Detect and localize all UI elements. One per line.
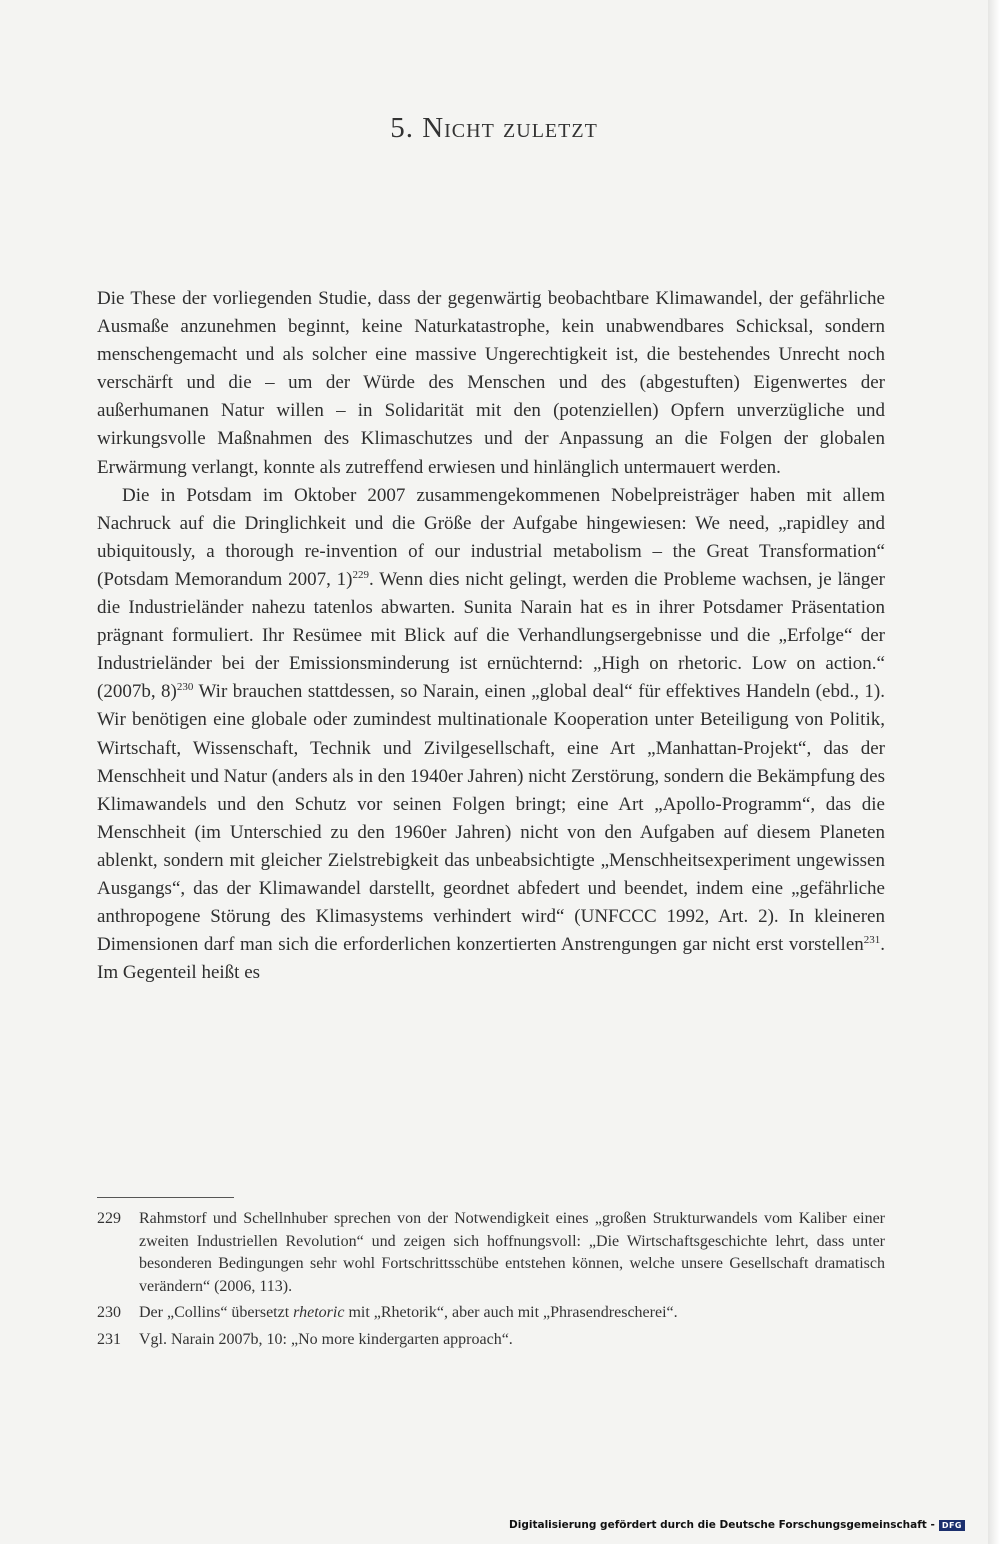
- footnote-ref-231[interactable]: 231: [863, 934, 881, 947]
- footnote-text-part: mit „Rhetorik“, aber auch mit „Phrasendrescherei“.: [344, 1304, 678, 1322]
- paragraph-2: [97, 482, 885, 988]
- footnote-230: [97, 1302, 885, 1325]
- footnote-emphasis: rhetoric: [293, 1304, 345, 1322]
- paragraph-1: Die These der vorliegenden Studie, dass der gegenwärtig beobachtbare Klimawandel, der gefährliche Ausmaße anzunehmen beginnt, keine Naturkatastrophe, kein unabwendbares Schicksal, sondern menschengemacht und als solcher eine massive Ungerechtigkeit ist, die bestehendes Unrecht noch verschärft und die – um der Würde des Menschen und des (abgestuften) Eigenwertes der außerhumanen Natur willen – in Solidarität mit den (potenziellen) Opfern unverzügliche und wirkungsvolle Maßnahmen des Klimaschutzes und der Anpassung an die Folgen der globalen Erwärmung verlangt, konnte als zutreffend erwiesen und hinlänglich untermauert werden.: [97, 288, 885, 478]
- footnote-229: [97, 1208, 885, 1298]
- footnote-number: 230: [97, 1304, 121, 1322]
- paragraph-2-segment: . Wenn dies nicht gelingt, werden die Probleme wachsen, je länger die Industrieländer nahezu tatenlos abwarten. Sunita Narain hat es in ihrer Potsdamer Präsentation prägnant formuliert. Ihr Resümee mit Blick auf die Verhandlungsergebnisse und die „Erfolge“ der Industrieländer bei der Emissionsminderung ist ernüchternd: „High on rhetoric. Low on action.“ (2007b, 8): [97, 568, 885, 703]
- footnote-text-part: Der „Collins“ übersetzt: [139, 1304, 294, 1322]
- footnote-text: [139, 1302, 885, 1325]
- digitization-credit: [509, 1519, 965, 1531]
- footnote-text: Rahmstorf und Schellnhuber sprechen von der Notwendigkeit eines „großen Strukturwandels vom Kaliber einer zweiten Industriellen Revolution“ und zeigen sich hoffnungsvoll: „Die Wirtschaftsgeschichte lehrt, dass unter besonderen Bedingungen sehr wohl Fortschrittsschübe entstehen können, welche unsere Gesellschaft dramatisch verändern“ (2006, 113).: [139, 1210, 885, 1295]
- footnote-ref-229[interactable]: 229: [352, 568, 369, 581]
- dfg-logo-icon: DFG: [939, 1520, 965, 1531]
- credit-text: Digitalisierung gefördert durch die Deutsche Forschungsgemeinschaft -: [509, 1519, 935, 1531]
- paragraph-2-segment: . Im Gegenteil heißt es: [97, 934, 885, 984]
- footnote-number: 229: [97, 1210, 121, 1227]
- footnotes: [97, 1208, 885, 1356]
- chapter-title: 5. Nicht zuletzt: [390, 112, 598, 144]
- footnote-ref-230[interactable]: 230: [176, 681, 194, 694]
- paragraph-2-segment: Wir brauchen stattdessen, so Narain, einen „global deal“ für effektives Handeln (ebd., 1). Wir benötigen eine globale oder zumindest multinationale Kooperation unter Beteiligung von Politik, Wirtschaft, Wissenschaft, Technik und Zivilgesellschaft, eine Art „Manhattan-Projekt“, das der Menschheit und Natur (anders als in den 1940er Jahren) nicht Zerstörung, sondern die Bekämpfung des Klimawandels und den Schutz vor seinen Folgen bringt; eine Art „Apollo-Programm“, das die Menschheit (im Unterschied zu den 1960er Jahren) nicht von den Aufgaben auf diesem Planeten ablenkt, sondern mit gleicher Zielstrebigkeit das unbeabsichtigte „Menschheitsexperiment ungewissen Ausgangs“, das der Klimawandel darstellt, geordnet abfedert und beendet, indem eine „gefährliche anthropogene Störung des Klimasystems verhindert wird“ (UNFCCC 1992, Art. 2). In kleineren Dimensionen darf man sich die erforderlichen konzertierten Anstrengungen gar nicht erst vorstellen: [97, 681, 885, 956]
- footnote-text: Vgl. Narain 2007b, 10: „No more kindergarten approach“.: [139, 1330, 513, 1348]
- page-edge: [988, 0, 1000, 1544]
- footnote-231: [97, 1329, 885, 1352]
- footnote-number: 231: [97, 1330, 121, 1348]
- footnote-divider: [97, 1197, 234, 1198]
- paragraph-2-segment: Die in Potsdam im Oktober 2007 zusammengekommenen Nobelpreisträger haben mit allem Nachruck auf die Dringlichkeit und die Größe der Aufgabe hingewiesen: We need, „rapidley and ubiquitously, a thorough re-invention of our industrial metabolism – the Great Transformation“ (Potsdam Memorandum 2007, 1): [97, 484, 885, 590]
- body-text: [97, 285, 885, 987]
